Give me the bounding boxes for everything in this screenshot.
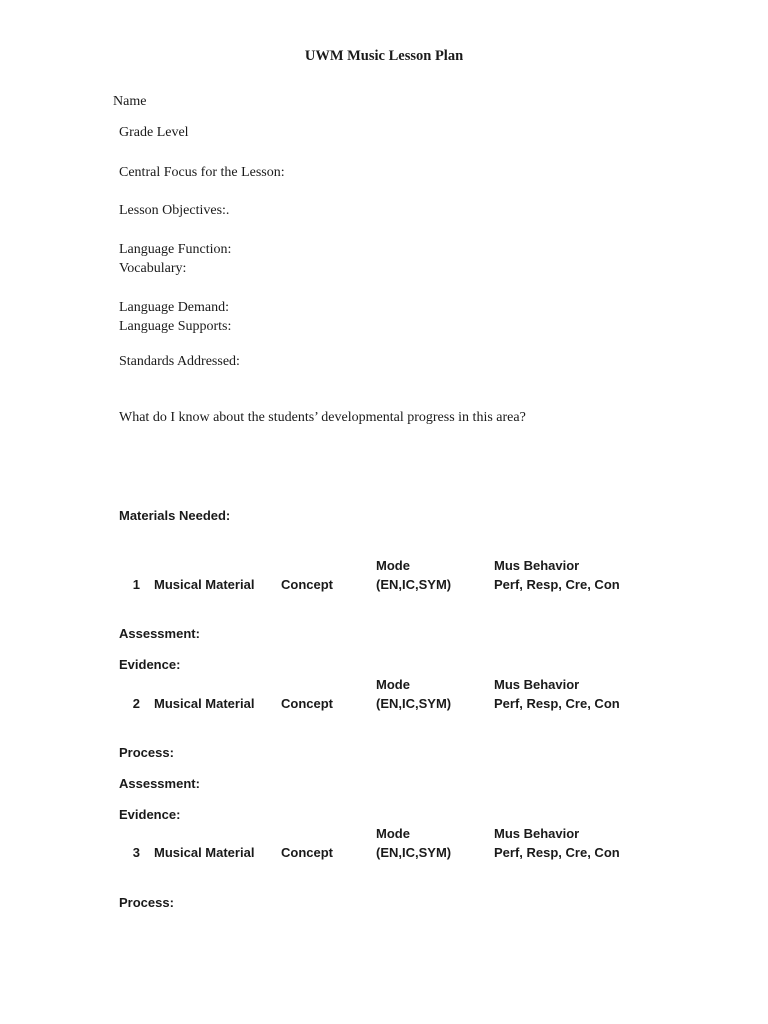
behavior-header: Mus Behavior [494, 826, 580, 841]
assessment-label: Assessment: [119, 776, 200, 791]
mode-header: Mode [376, 826, 410, 841]
mode-options: (EN,IC,SYM) [376, 696, 452, 711]
lesson-objectives-label: Lesson Objectives:. [119, 203, 230, 218]
activity-number: 1 [132, 577, 140, 592]
evidence-label: Evidence: [119, 807, 181, 822]
page-title: UWM Music Lesson Plan [304, 48, 464, 64]
grade-level-label: Grade Level [119, 125, 189, 140]
musical-material-header: Musical Material [154, 696, 255, 711]
central-focus-label: Central Focus for the Lesson: [119, 165, 285, 180]
behavior-header: Mus Behavior [494, 558, 580, 573]
materials-needed-label: Materials Needed: [119, 508, 231, 523]
mode-options: (EN,IC,SYM) [376, 845, 452, 860]
behavior-header: Mus Behavior [494, 677, 580, 692]
standards-addressed-label: Standards Addressed: [119, 354, 240, 369]
concept-header: Concept [281, 696, 333, 711]
developmental-progress-question: What do I know about the students’ developmental progress in this area? [119, 410, 526, 425]
language-supports-label: Language Supports: [119, 319, 232, 334]
evidence-label: Evidence: [119, 657, 181, 672]
activity-number: 3 [132, 845, 140, 860]
vocabulary-label: Vocabulary: [119, 261, 187, 276]
behavior-options: Perf, Resp, Cre, Con [494, 845, 620, 860]
concept-header: Concept [281, 577, 333, 592]
mode-header: Mode [376, 677, 410, 692]
concept-header: Concept [281, 845, 333, 860]
mode-header: Mode [376, 558, 410, 573]
mode-options: (EN,IC,SYM) [376, 577, 452, 592]
assessment-label: Assessment: [119, 626, 200, 641]
process-label: Process: [119, 745, 174, 760]
name-field-label: Name [113, 94, 147, 109]
activity-number: 2 [132, 696, 140, 711]
language-function-label: Language Function: [119, 242, 232, 257]
musical-material-header: Musical Material [154, 845, 255, 860]
musical-material-header: Musical Material [154, 577, 255, 592]
language-demand-label: Language Demand: [119, 300, 230, 315]
behavior-options: Perf, Resp, Cre, Con [494, 577, 620, 592]
behavior-options: Perf, Resp, Cre, Con [494, 696, 620, 711]
process-label: Process: [119, 895, 174, 910]
